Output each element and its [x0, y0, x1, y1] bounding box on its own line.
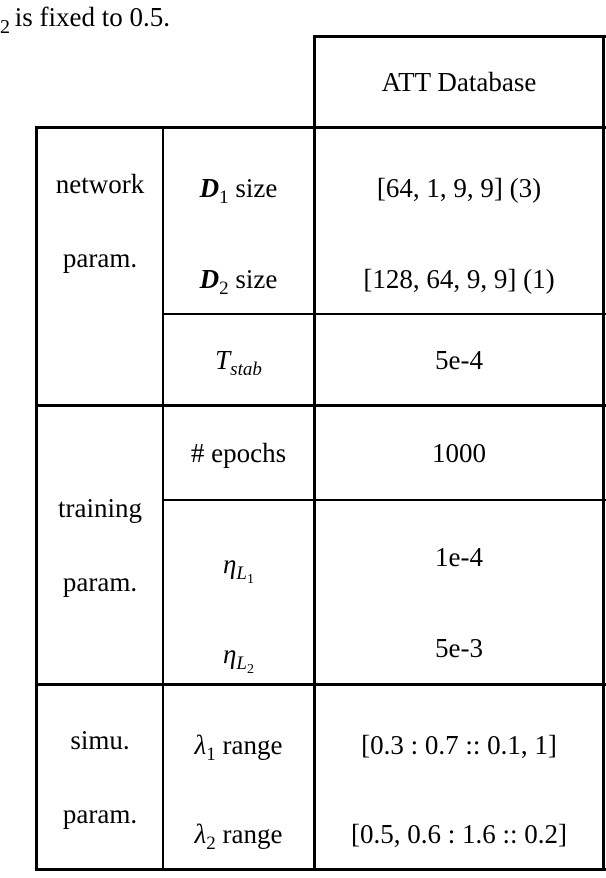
dataset-header	[316, 38, 602, 126]
group-label-line1: network	[55, 169, 145, 199]
value-text: 1000	[432, 438, 486, 468]
param-label: $T_{stab}$	[215, 344, 262, 380]
group-label-line2: param.	[62, 567, 138, 597]
group-label-training	[38, 407, 162, 683]
value-text: [128, 64, 9, 9] (1)	[363, 264, 555, 294]
table-line	[163, 499, 606, 501]
dataset-header-label: ATT Database	[381, 67, 537, 97]
param-t-stab	[164, 315, 313, 404]
param-eta-l1	[164, 520, 313, 608]
value-t-stab	[316, 315, 602, 404]
param-d1-size	[164, 144, 313, 232]
value-epochs	[316, 407, 602, 499]
caption-text: is fixed to 0.5.	[14, 2, 170, 32]
group-label-network	[38, 129, 162, 313]
param-label: $\lambda_2$ range	[194, 819, 283, 854]
param-epochs	[164, 407, 313, 499]
value-lambda2-range	[316, 790, 602, 878]
param-label: $D_1$ size	[199, 173, 278, 208]
param-eta-l2	[164, 610, 313, 698]
group-label-line1: training	[58, 493, 142, 523]
value-text: [0.5, 0.6 : 1.6 :: 0.2]	[351, 819, 567, 849]
param-d2-size	[164, 235, 313, 323]
value-lambda1-range	[316, 701, 602, 789]
caption-fragment	[0, 0, 170, 37]
param-label: $D_2$ size	[199, 264, 278, 299]
group-label-line1: simu.	[70, 725, 130, 755]
param-lambda1-range	[164, 701, 313, 789]
value-text: [0.3 : 0.7 :: 0.1, 1]	[361, 730, 557, 760]
table-line	[602, 35, 605, 871]
value-d1-size	[316, 144, 602, 232]
group-label-line2: param.	[62, 243, 138, 273]
value-eta-l1	[316, 513, 602, 601]
value-text: 5e-4	[435, 344, 483, 375]
param-label: $\lambda_1$ range	[194, 730, 283, 765]
group-label-simu	[38, 686, 162, 868]
caption-subscript-fragment: 2	[0, 16, 10, 38]
param-label: $\eta_{L_1}$	[223, 548, 254, 587]
value-text: 5e-3	[435, 633, 483, 663]
group-label-line2: param.	[62, 799, 138, 829]
value-eta-l2	[316, 604, 602, 692]
value-text: [64, 1, 9, 9] (3)	[376, 173, 542, 203]
param-label: $\eta_{L_2}$	[223, 638, 254, 677]
param-lambda2-range	[164, 790, 313, 878]
value-d2-size	[316, 235, 602, 323]
value-text: 1e-4	[435, 542, 483, 572]
param-label: # epochs	[190, 438, 287, 468]
